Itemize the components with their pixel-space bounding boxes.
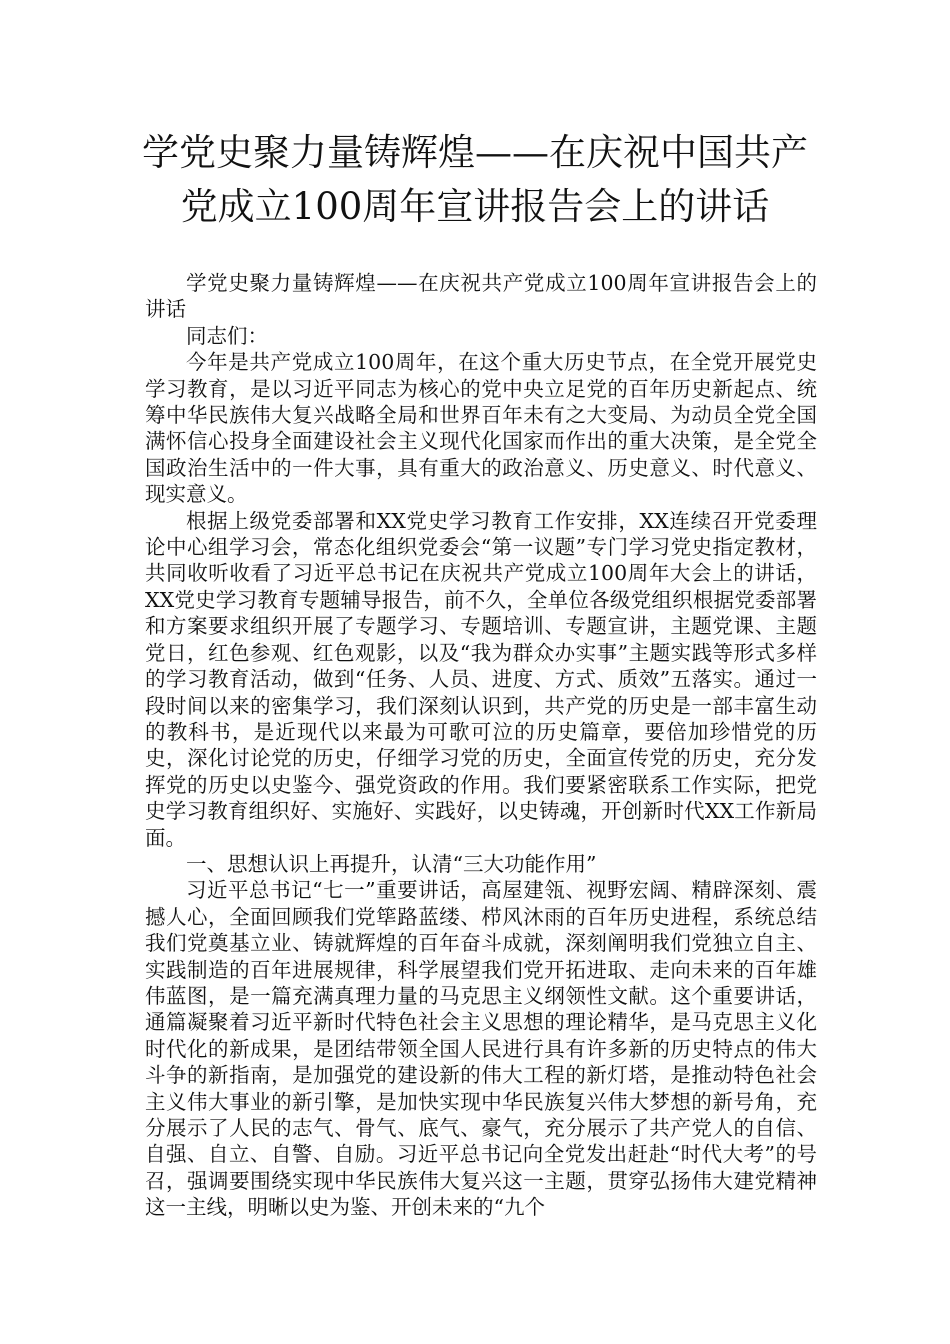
body-paragraph: 习近平总书记“七一”重要讲话，高屋建瓴、视野宏阔、精辟深刻、震撼人心，全面回顾我们党筚路蓝缕、栉风沐雨的百年历史进程，系统总结我们党奠基立业、铸就辉煌的百年奋斗成就，深刻阐明我们党独立自主、实践制造的百年进展规律，科学展望我们党开拓进取、走向未来的百年雄伟蓝图，是一篇充满真理力量的马克思主义纲领性文献。这个重要讲话，通篇凝聚着习近平新时代特色社会主义思想的理论精华，是马克思主义化时代化的新成果，是团结带领全国人民进行具有许多新的历史特点的伟大斗争的新指南，是加强党的建设新的伟大工程的新灯塔，是推动特色社会主义伟大事业的新引擎，是加快实现中华民族复兴伟大梦想的新号角，充分展示了人民的志气、骨气、底气、豪气，充分展示了共产党人的自信、自强、自立、自警、自励。习近平总书记向全党发出赶赴“时代大考”的号召，强调要围绕实现中华民族伟大复兴这一主题，贯穿弘扬伟大建党精神这一主线，明晰以史为鉴、开创未来的“九个 <box>145 878 817 1220</box>
salutation: 同志们： <box>186 323 268 348</box>
document-body <box>145 270 817 1221</box>
title-line-1: 学党史聚力量铸辉煌——在庆祝中国共产 <box>142 131 808 174</box>
document-title <box>80 126 870 234</box>
body-paragraph: 今年是共产党成立100周年，在这个重大历史节点，在全党开展党史学习教育，是以习近平同志为核心的党中央立足党的百年历史新起点、统筹中华民族伟大复兴战略全局和世界百年未有之大变局、为动员全党全国满怀信心投身全面建设社会主义现代化国家而作出的重大决策，是全党全国政治生活中的一件大事，具有重大的政治意义、历史意义、时代意义、现实意义。 <box>145 350 817 507</box>
title-line-2: 党成立100周年宣讲报告会上的讲话 <box>180 185 770 228</box>
body-paragraph: 根据上级党委部署和XX党史学习教育工作安排，XX连续召开党委理论中心组学习会，常态化组织党委会“第一议题”专门学习党史指定教材，共同收听收看了习近平总书记在庆祝共产党成立100周年大会上的讲话，XX党史学习教育专题辅导报告，前不久，全单位各级党组织根据党委部署和方案要求组织开展了专题学习、专题培训、专题宣讲，主题党课、主题党日，红色参观、红色观影，以及“我为群众办实事”主题实践等形式多样的学习教育活动，做到“任务、人员、进度、方式、质效”五落实。通过一段时间以来的密集学习，我们深刻认识到，共产党的历史是一部丰富生动的教科书，是近现代以来最为可歌可泣的历史篇章，要倍加珍惜党的历史，深化讨论党的历史，仔细学习党的历史，全面宣传党的历史，充分发挥党的历史以史鉴今、强党资政的作用。我们要紧密联系工作实际，把党史学习教育组织好、实施好、实践好，以史铸魂，开创新时代XX工作新局面。 <box>145 508 817 850</box>
subtitle-paragraph: 学党史聚力量铸辉煌——在庆祝共产党成立100周年宣讲报告会上的讲话 <box>145 271 817 322</box>
section-heading: 一、思想认识上再提升，认清“三大功能作用” <box>186 851 597 876</box>
